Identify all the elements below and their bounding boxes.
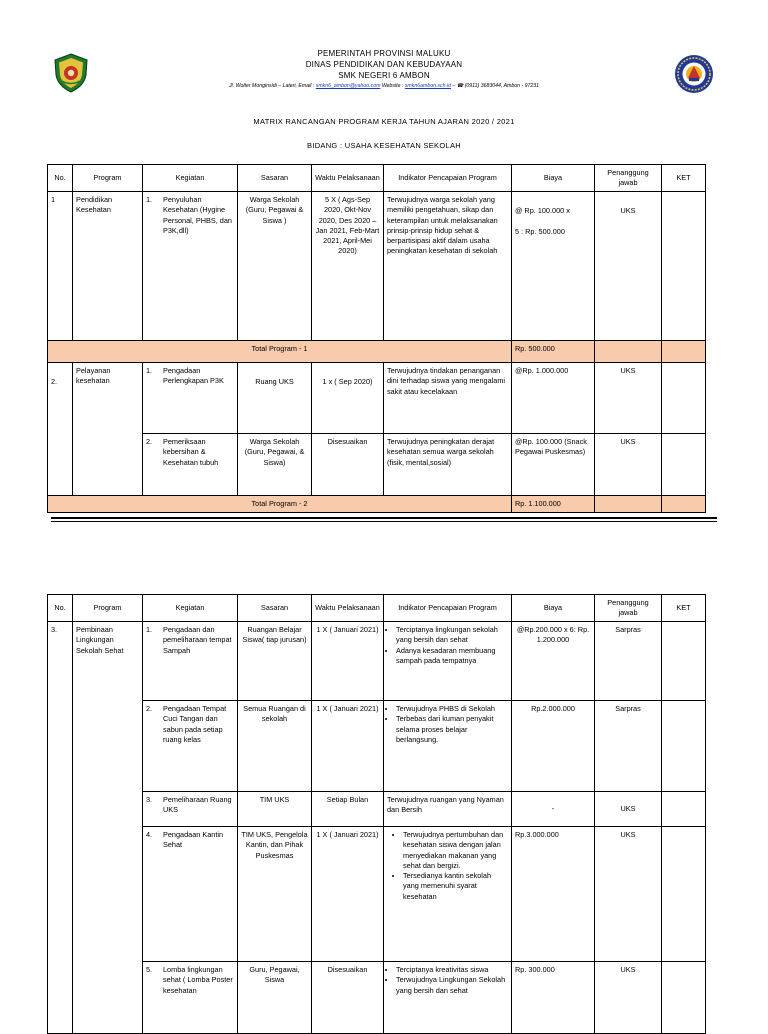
total-row xyxy=(48,496,706,513)
cell-ket xyxy=(662,192,706,341)
cell-kegiatan: 2. Pemeriksaan kebersihan & Kesehatan tubuh xyxy=(143,434,238,496)
program-table-2 xyxy=(47,594,706,1034)
table-row xyxy=(48,434,706,496)
address-line: Jl. Wolter Monginsidi – Lateri, Email : smkn6_ambon@yahoo.com Website : smkn6ambon.sch.id – ☎ (0911) 3683044, Ambon - 97231 xyxy=(228,83,540,89)
table-row xyxy=(48,701,706,792)
cell-kegiatan: 3. Pemeliharaan Ruang UKS xyxy=(143,792,238,827)
table-row xyxy=(48,622,706,701)
page-divider xyxy=(51,517,717,519)
cell-waktu: Disesuaikan xyxy=(312,962,384,1034)
col-pj: Penanggung jawab xyxy=(595,595,662,622)
letterhead xyxy=(0,48,768,89)
cell-kegiatan: 4. Pengadaan Kantin Sehat xyxy=(143,827,238,962)
table-row xyxy=(48,827,706,962)
cell-waktu: 1 x ( Sep 2020) xyxy=(312,363,384,434)
cell-sasaran: Ruang UKS xyxy=(238,363,312,434)
cell-indikator: Terwujudnya peningkatan derajat kesehatan semua warga sekolah (fisik, mental,sosial) xyxy=(384,434,512,496)
cell-kegiatan: 1. Penyuluhan Kesehatan (Hygine Personal, PHBS, dan P3K,dll) xyxy=(143,192,238,341)
col-biaya: Biaya xyxy=(512,595,595,622)
cell-waktu: Setiap Bulan xyxy=(312,792,384,827)
cell-biaya: Rp.2.000.000 xyxy=(512,701,595,792)
cell-ket xyxy=(662,622,706,701)
cell-no: 1 xyxy=(48,192,73,341)
cell-indikator: Terwujudnya tindakan penanganan dini terhadap siswa yang mengalami sakit atau kecelakaan xyxy=(384,363,512,434)
cell-biaya: Rp. 300.000 xyxy=(512,962,595,1034)
cell-kegiatan: 5. Lomba lingkungan sehat ( Lomba Poster kesehatan xyxy=(143,962,238,1034)
cell-indikator: Terwujudnya ruangan yang Nyaman dan Bersih xyxy=(384,792,512,827)
cell-ket xyxy=(662,701,706,792)
bidang-subtitle: BIDANG : USAHA KESEHATAN SEKOLAH xyxy=(307,141,461,150)
cell-pj: Sarpras xyxy=(595,622,662,701)
government-line: PEMERINTAH PROVINSI MALUKU xyxy=(317,49,451,58)
cell-waktu: 1 X ( Januari 2021) xyxy=(312,827,384,962)
total-row xyxy=(48,341,706,363)
col-sasaran: Sasaran xyxy=(238,165,312,192)
document-title: MATRIX RANCANGAN PROGRAM KERJA TAHUN AJARAN 2020 / 2021 xyxy=(253,117,515,126)
cell-waktu: Disesuaikan xyxy=(312,434,384,496)
cell-kegiatan: 1. Pengadaan dan pemeliharaan tempat Sampah xyxy=(143,622,238,701)
cell-biaya: @Rp. 1.000.000 xyxy=(512,363,595,434)
cell-biaya: @Rp. 100.000 (Snack Pegawai Puskesmas) xyxy=(512,434,595,496)
col-waktu: Waktu Pelaksanaan xyxy=(312,595,384,622)
cell-sasaran: TIM UKS, Pengelola Kantin, dan Pihak Puskesmas xyxy=(238,827,312,962)
total-label: Total Program - 2 xyxy=(48,496,512,513)
col-kegiatan: Kegiatan xyxy=(143,595,238,622)
cell-ket xyxy=(662,962,706,1034)
table-row xyxy=(48,363,706,434)
cell-sasaran: Warga Sekolah (Guru, Pegawai & Siswa ) xyxy=(238,192,312,341)
cell-ket xyxy=(662,827,706,962)
cell-indikator: • Terciptanya lingkungan sekolah yang bersih dan sehat • Adanya kesadaran membuang sampah pada tempatnya xyxy=(384,622,512,701)
cell-pj: UKS xyxy=(595,192,662,341)
department-line: DINAS PENDIDIKAN DAN KEBUDAYAAN xyxy=(305,60,463,69)
total-value: Rp. 500.000 xyxy=(512,341,595,363)
cell-pj: UKS xyxy=(595,792,662,827)
cell-indikator: • Terwujudnya pertumbuhan dan kesehatan siswa dengan jalan menyediakan makanan yang sehat dan bergizi. • Tersedianya kantin sekolah yang memenuhi syarat kesehatan xyxy=(384,827,512,962)
total-value: Rp. 1.100.000 xyxy=(512,496,595,513)
school-name: SMK NEGERI 6 AMBON xyxy=(338,71,430,80)
cell-pj: UKS xyxy=(595,434,662,496)
col-kegiatan: Kegiatan xyxy=(143,165,238,192)
cell-pj: Sarpras xyxy=(595,701,662,792)
col-biaya: Biaya xyxy=(512,165,595,192)
cell-biaya: Rp.3.000.000 xyxy=(512,827,595,962)
col-program: Program xyxy=(73,165,143,192)
cell-program: Pelayanan kesehatan xyxy=(73,363,143,496)
email-link[interactable]: smkn6_ambon@yahoo.com xyxy=(315,83,381,89)
cell-pj: UKS xyxy=(595,827,662,962)
cell-program: Pembinaan Lingkungan Sekolah Sehat xyxy=(73,622,143,1034)
cell-pj: UKS xyxy=(595,962,662,1034)
cell-kegiatan: 2. Pengadaan Tempat Cuci Tangan dan sabun pada setiap ruang kelas xyxy=(143,701,238,792)
cell-no: 2. xyxy=(48,363,73,496)
cell-sasaran: Semua Ruangan di sekolah xyxy=(238,701,312,792)
table-row xyxy=(48,792,706,827)
table-header-row xyxy=(48,165,706,192)
cell-kegiatan: 1. Pengadaan Perlengkapan P3K xyxy=(143,363,238,434)
cell-ket xyxy=(662,792,706,827)
col-no: No. xyxy=(48,165,73,192)
cell-indikator: • Terwujudnya PHBS di Sekolah • Terbebas dari kuman penyakit selama proses belajar berlangsung. xyxy=(384,701,512,792)
cell-waktu: 5 X ( Ags-Sep 2020, Okt-Nov 2020, Des 2020 – Jan 2021, Feb-Mart 2021, April-Mei 2020) xyxy=(312,192,384,341)
col-waktu: Waktu Pelaksanaan xyxy=(312,165,384,192)
cell-program: Pendidikan Kesehatan xyxy=(73,192,143,341)
col-program: Program xyxy=(73,595,143,622)
cell-indikator: • Terciptanya kreativitas siswa • Terwujudnya Lingkungan Sekolah yang bersih dan sehat xyxy=(384,962,512,1034)
col-pj: Penanggung jawab xyxy=(595,165,662,192)
page-divider xyxy=(51,521,717,522)
cell-no: 3. xyxy=(48,622,73,1034)
cell-biaya: @ Rp. 100.000 x 5 : Rp. 500.000 xyxy=(512,192,595,341)
col-sasaran: Sasaran xyxy=(238,595,312,622)
cell-ket xyxy=(662,363,706,434)
col-indikator: Indikator Pencapaian Program xyxy=(384,165,512,192)
cell-sasaran: Guru, Pegawai, Siswa xyxy=(238,962,312,1034)
table-row xyxy=(48,192,706,341)
cell-ket xyxy=(662,434,706,496)
program-table-1 xyxy=(47,164,706,513)
col-no: No. xyxy=(48,595,73,622)
cell-biaya: @Rp.200.000 x 6: Rp. 1.200.000 xyxy=(512,622,595,701)
total-label: Total Program - 1 xyxy=(48,341,512,363)
cell-sasaran: Warga Sekolah (Guru, Pegawai, & Siswa) xyxy=(238,434,312,496)
cell-biaya: - xyxy=(512,792,595,827)
cell-waktu: 1 X ( Januari 2021) xyxy=(312,701,384,792)
col-indikator: Indikator Pencapaian Program xyxy=(384,595,512,622)
table-row xyxy=(48,962,706,1034)
cell-indikator: Terwujudnya warga sekolah yang memiliki pengetahuan, sikap dan keterampilan untuk melaksanakan prinsip-prinsip hidup sehat & berpartisipasi aktif dalam usaha peningkatan kesehatan di sekolah xyxy=(384,192,512,341)
cell-sasaran: Ruangan Belajar Siswa( tiap jurusan) xyxy=(238,622,312,701)
website-link[interactable]: smkn6ambon.sch.id xyxy=(404,83,451,89)
col-ket: KET xyxy=(662,595,706,622)
cell-waktu: 1 X ( Januari 2021) xyxy=(312,622,384,701)
cell-pj: UKS xyxy=(595,363,662,434)
table-header-row xyxy=(48,595,706,622)
cell-sasaran: TIM UKS xyxy=(238,792,312,827)
col-ket: KET xyxy=(662,165,706,192)
